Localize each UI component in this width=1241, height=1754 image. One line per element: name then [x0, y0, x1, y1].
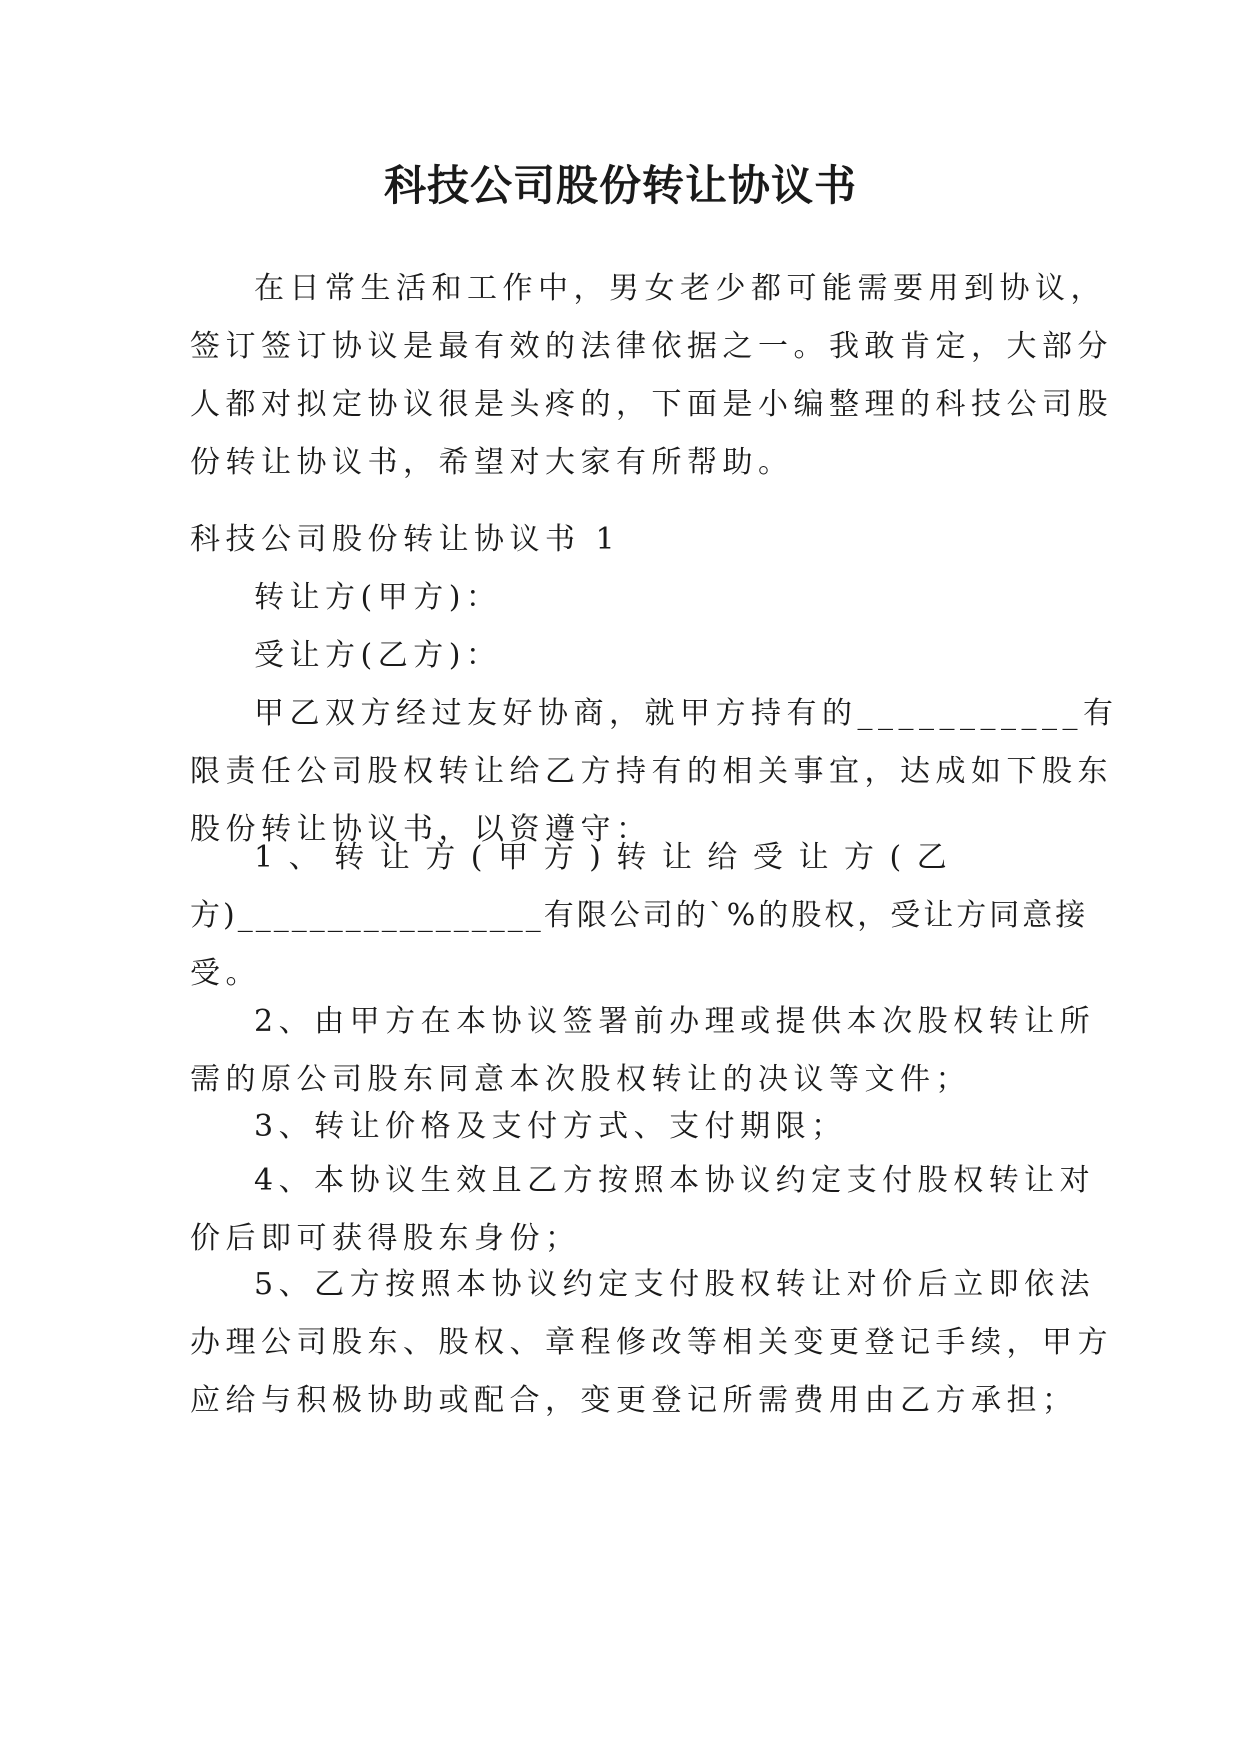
preamble-line-3: 股份转让协议书，以资遵守：: [190, 812, 652, 847]
preamble-line-1: 甲乙双方经过友好协商，就甲方持有的___________有: [254, 696, 1119, 731]
clause-5-line-3: 应给与积极协助或配合，变更登记所需费用由乙方承担；: [190, 1383, 1078, 1418]
clause-5-line-1: 5、乙方按照本协议约定支付股权转让对价后立即依法: [254, 1267, 1096, 1302]
clause-3: [190, 1098, 1060, 1156]
clause-1-line-3: 受。: [190, 956, 261, 991]
preamble-line-2: 限责任公司股权转让给乙方持有的相关事宜，达成如下股东: [190, 754, 1113, 789]
intro-line-4: 份转让协议书，希望对大家有所帮助。: [190, 445, 794, 480]
clause-2-line-2: 需的原公司股东同意本次股权转让的决议等文件；: [190, 1062, 971, 1097]
parties-block: [190, 569, 1060, 685]
clause-3-line-1: 3、转让价格及支付方式、支付期限；: [254, 1109, 847, 1144]
clause-1-line-1: 1 、 转 让 方 ( 甲 方 ) 转 让 给 受 让 方 ( 乙: [254, 840, 950, 875]
clause-4-line-2: 价后即可获得股东身份；: [190, 1221, 581, 1256]
clause-4: [190, 1152, 1096, 1268]
section-heading-text: 科技公司股份转让协议书 1: [190, 522, 621, 557]
intro-line-1: 在日常生活和工作中，男女老少都可能需要用到协议，: [254, 271, 1106, 306]
intro-line-3: 人都对拟定协议很是头疼的，下面是小编整理的科技公司股: [190, 387, 1113, 422]
transferor-label: 转让方(甲方)：: [254, 580, 502, 615]
intro-line-2: 签订签订协议是最有效的法律依据之一。我敢肯定，大部分: [190, 329, 1113, 364]
intro-paragraph: [190, 260, 1113, 492]
section-heading: [190, 511, 1060, 569]
clause-5-line-2: 办理公司股东、股权、章程修改等相关变更登记手续，甲方: [190, 1325, 1113, 1360]
clause-2: [190, 993, 1096, 1109]
document-title: 科技公司股份转让协议书: [383, 161, 857, 210]
clause-1-line-2: 方)_________________有限公司的`%的股权，受让方同意接: [190, 898, 1089, 933]
clause-2-line-1: 2、由甲方在本协议签署前办理或提供本次股权转让所: [254, 1004, 1096, 1039]
clause-1: [190, 829, 1089, 1003]
clause-5: [190, 1256, 1113, 1430]
transferee-label: 受让方(乙方)：: [254, 638, 502, 673]
clause-4-line-1: 4、本协议生效且乙方按照本协议约定支付股权转让对: [254, 1163, 1096, 1198]
